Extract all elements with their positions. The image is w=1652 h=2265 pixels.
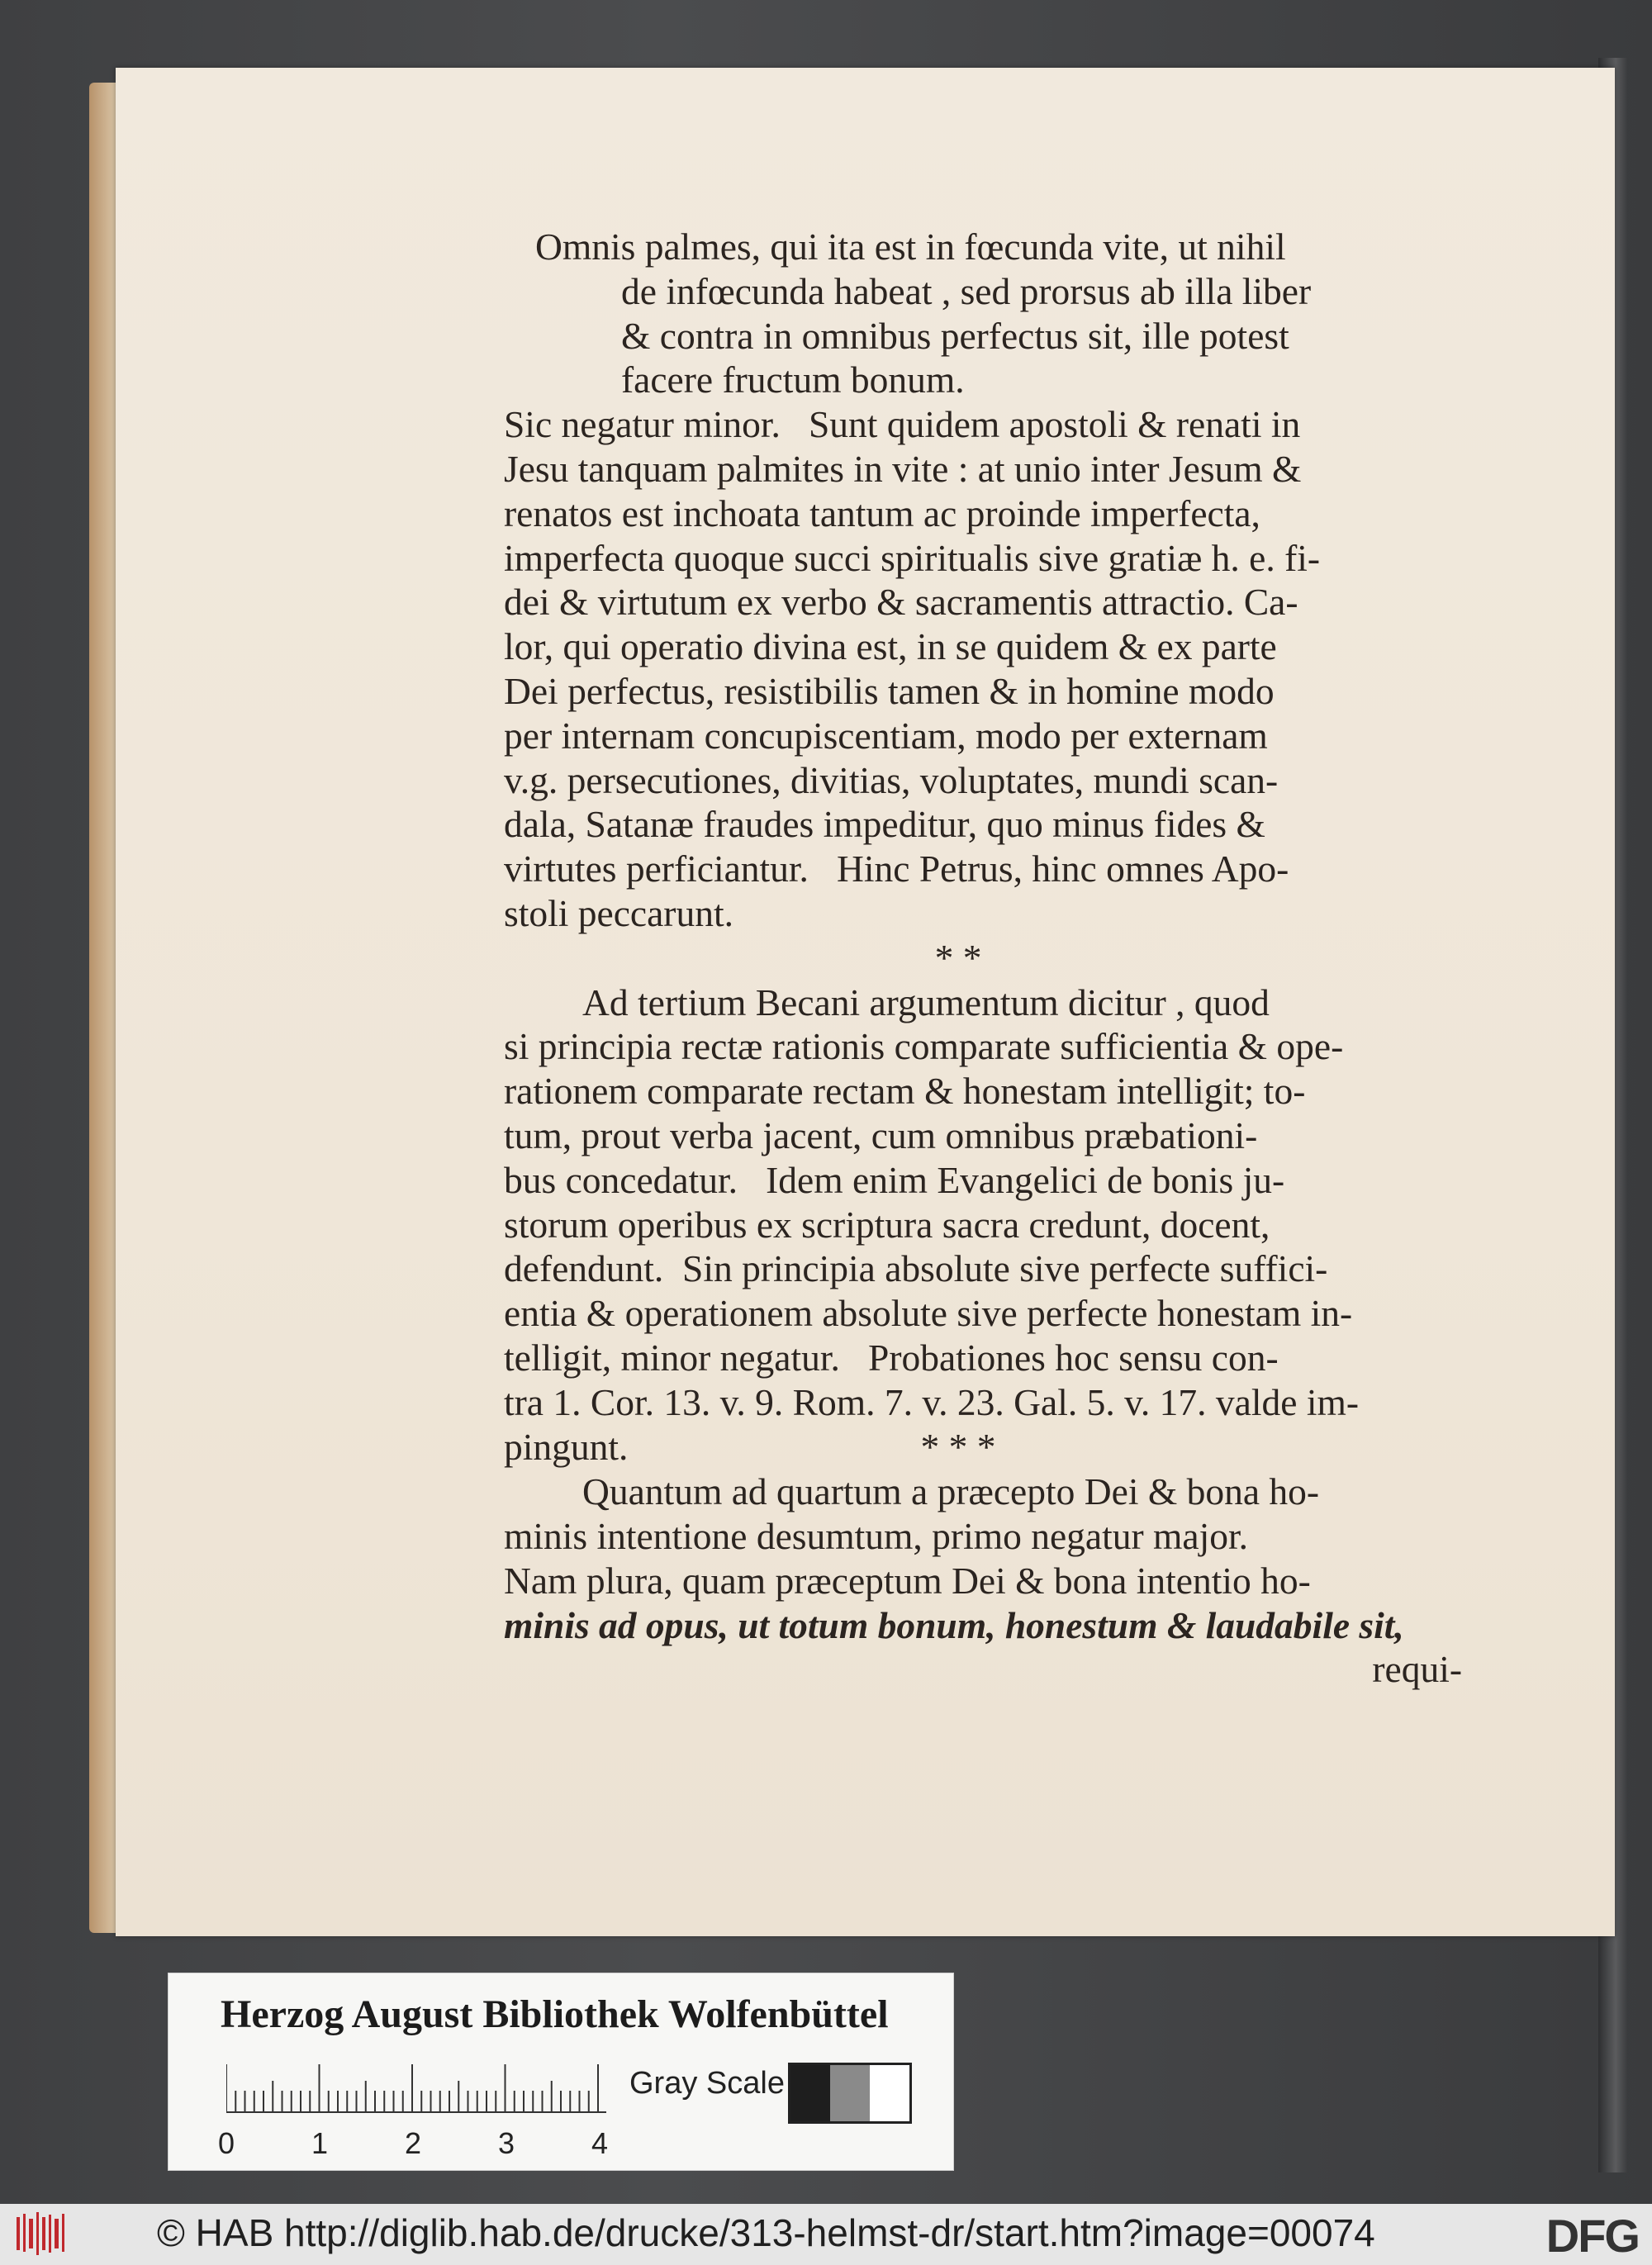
section-divider: * * * xyxy=(920,1426,996,1469)
text-line: tum, prout verba jacent, cum omnibus præbationi- xyxy=(504,1114,1258,1156)
text-line: defendunt. Sin principia absolute sive perfecte suffici- xyxy=(504,1247,1328,1290)
text-line: dala, Satanæ fraudes impeditur, quo minus fides & xyxy=(504,803,1265,846)
ruler-number: 2 xyxy=(405,2126,422,2160)
text-line: bus concedatur. Idem enim Evangelici de bonis ju- xyxy=(504,1158,1285,1201)
library-name: Herzog August Bibliothek Wolfenbüttel xyxy=(221,1992,889,2036)
gray-scale-label: Gray Scale xyxy=(629,2066,785,2101)
text-line: Sic negatur minor. Sunt quidem apostoli & renati in xyxy=(504,403,1301,446)
footer-bar xyxy=(0,2204,1652,2265)
text-line: minis ad opus, ut totum bonum, honestum & laudabile sit, xyxy=(504,1603,1404,1646)
text-line: Quantum ad quartum a præcepto Dei & bona ho- xyxy=(582,1470,1320,1513)
text-line: telligit, minor negatur. Probationes hoc sensu con- xyxy=(504,1336,1279,1379)
scale-ruler xyxy=(226,2064,606,2114)
section-divider: * * xyxy=(934,936,982,979)
text-line: si principia rectæ rationis comparate sufficientia & ope- xyxy=(504,1025,1344,1068)
page-text xyxy=(504,225,1462,1692)
ruler-number: 1 xyxy=(311,2126,329,2160)
text-line: & contra in omnibus perfectus sit, ille potest xyxy=(621,314,1289,357)
text-line: pingunt. xyxy=(504,1425,629,1468)
text-line: dei & virtutum ex verbo & sacramentis attractio. Ca- xyxy=(504,581,1298,624)
gray-patch-dark xyxy=(790,2065,830,2121)
text-line: imperfecta quoque succi spiritualis sive gratiæ h. e. fi- xyxy=(504,536,1321,579)
text-line: de infœcunda habeat , sed prorsus ab illa liber xyxy=(621,269,1312,312)
text-line: lor, qui operatio divina est, in se quidem & ex parte xyxy=(504,625,1277,668)
text-line: Ad tertium Becani argumentum dicitur , quod xyxy=(582,981,1270,1023)
library-color-target xyxy=(168,1973,954,2171)
text-line: entia & operationem absolute sive perfecte honestam in- xyxy=(504,1292,1353,1335)
text-line: virtutes perficiantur. Hinc Petrus, hinc omnes Apo- xyxy=(504,848,1289,890)
text-line: facere fructum bonum. xyxy=(621,359,965,401)
text-line: rationem comparate rectam & honestam intelligit; to- xyxy=(504,1070,1306,1113)
ruler-number: 3 xyxy=(498,2126,515,2160)
text-line: stoli peccarunt. xyxy=(504,891,733,934)
text-line: Jesu tanquam palmites in vite : at unio inter Jesum & xyxy=(504,447,1302,490)
ruler-number: 4 xyxy=(591,2126,609,2160)
copyright-url[interactable]: © HAB http://diglib.hab.de/drucke/313-helmst-dr/start.htm?image=00074 xyxy=(157,2211,1375,2254)
dfg-logo: DFG xyxy=(1545,2210,1639,2262)
ruler-number: 0 xyxy=(218,2126,235,2160)
hab-barcode-icon xyxy=(17,2212,69,2255)
text-line: Dei perfectus, resistibilis tamen & in homine modo xyxy=(504,669,1275,712)
text-line: Nam plura, quam præceptum Dei & bona intentio ho- xyxy=(504,1559,1311,1602)
text-line: storum operibus ex scriptura sacra credunt, docent, xyxy=(504,1203,1270,1246)
text-line: minis intentione desumtum, primo negatur major. xyxy=(504,1514,1249,1557)
text-line: v.g. persecutiones, divitias, voluptates, mundi scan- xyxy=(504,758,1279,801)
gray-scale-patches xyxy=(788,2063,912,2124)
text-line: Omnis palmes, qui ita est in fœcunda vite, ut nihil xyxy=(535,226,1286,268)
text-line: tra 1. Cor. 13. v. 9. Rom. 7. v. 23. Gal. 5. v. 17. valde im- xyxy=(504,1380,1360,1423)
catchword: requi- xyxy=(1372,1648,1462,1691)
gray-patch-mid xyxy=(830,2065,870,2121)
text-line: per internam concupiscentiam, modo per externam xyxy=(504,714,1268,757)
gray-patch-light xyxy=(870,2065,909,2121)
text-line: renatos est inchoata tantum ac proinde imperfecta, xyxy=(504,491,1260,534)
